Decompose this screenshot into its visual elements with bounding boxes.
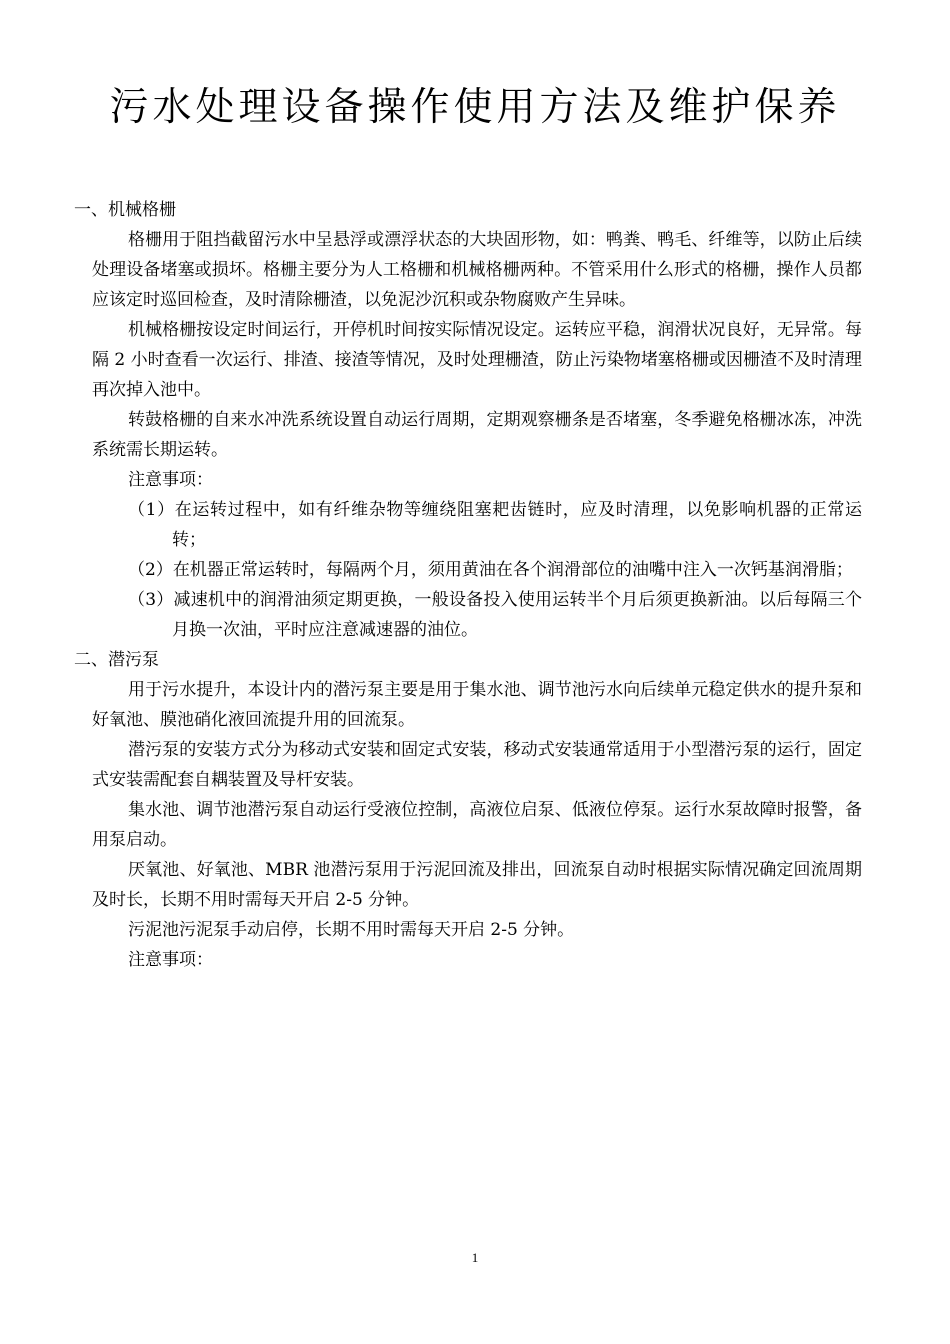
paragraph: 厌氧池、好氧池、MBR 池潜污泵用于污泥回流及排出，回流泵自动时根据实际情况确定回流周期及时长，长期不用时需每天开启 2-5 分钟。 [92, 860, 862, 910]
paragraph: 潜污泵的安装方式分为移动式安装和固定式安装，移动式安装通常适用于小型潜污泵的运行，固定式安装需配套自耦装置及导杆安装。 [92, 740, 862, 790]
paragraph: 转鼓格栅的自来水冲洗系统设置自动运行周期，定期观察栅条是否堵塞，冬季避免格栅冰冻，冲洗系统需长期运转。 [92, 410, 862, 460]
paragraph: 集水池、调节池潜污泵自动运行受液位控制，高液位启泵、低液位停泵。运行水泵故障时报警，备用泵启动。 [92, 800, 862, 850]
section-heading-submersible-pump: 二、潜污泵 [74, 650, 159, 670]
document-body [74, 195, 862, 975]
section-heading-mechanical-screen: 一、机械格栅 [74, 200, 176, 220]
page-number: 1 [471, 1250, 479, 1265]
paragraph: 用于污水提升，本设计内的潜污泵主要是用于集水池、调节池污水向后续单元稳定供水的提升泵和好氧池、膜池硝化液回流提升用的回流泵。 [92, 680, 862, 730]
document-title: 污水处理设备操作使用方法及维护保养 [109, 85, 841, 130]
note-item: （2）在机器正常运转时，每隔两个月，须用黄油在各个润滑部位的油嘴中注入一次钙基润滑脂； [128, 560, 853, 580]
note-item: （1）在运转过程中，如有纤维杂物等缠绕阻塞耙齿链时，应及时清理，以免影响机器的正常运转； [128, 500, 862, 550]
note-item: （3）减速机中的润滑油须定期更换，一般设备投入使用运转半个月后须更换新油。以后每隔三个月换一次油，平时应注意减速器的油位。 [128, 590, 862, 640]
paragraph: 机械格栅按设定时间运行，开停机时间按实际情况设定。运转应平稳，润滑状况良好，无异常。每隔 2 小时查看一次运行、排渣、接渣等情况，及时处理栅渣，防止污染物堵塞格栅或因栅渣不及时清理再次掉入池中。 [92, 320, 862, 400]
notes-label: 注意事项： [128, 950, 213, 970]
notes-label: 注意事项： [128, 470, 213, 490]
paragraph: 格栅用于阻挡截留污水中呈悬浮或漂浮状态的大块固形物，如：鸭粪、鸭毛、纤维等，以防止后续处理设备堵塞或损坏。格栅主要分为人工格栅和机械格栅两种。不管采用什么形式的格栅，操作人员都应该定时巡回检查，及时清除栅渣，以免泥沙沉积或杂物腐败产生异味。 [92, 230, 862, 310]
paragraph: 污泥池污泥泵手动启停，长期不用时需每天开启 2-5 分钟。 [128, 920, 575, 940]
